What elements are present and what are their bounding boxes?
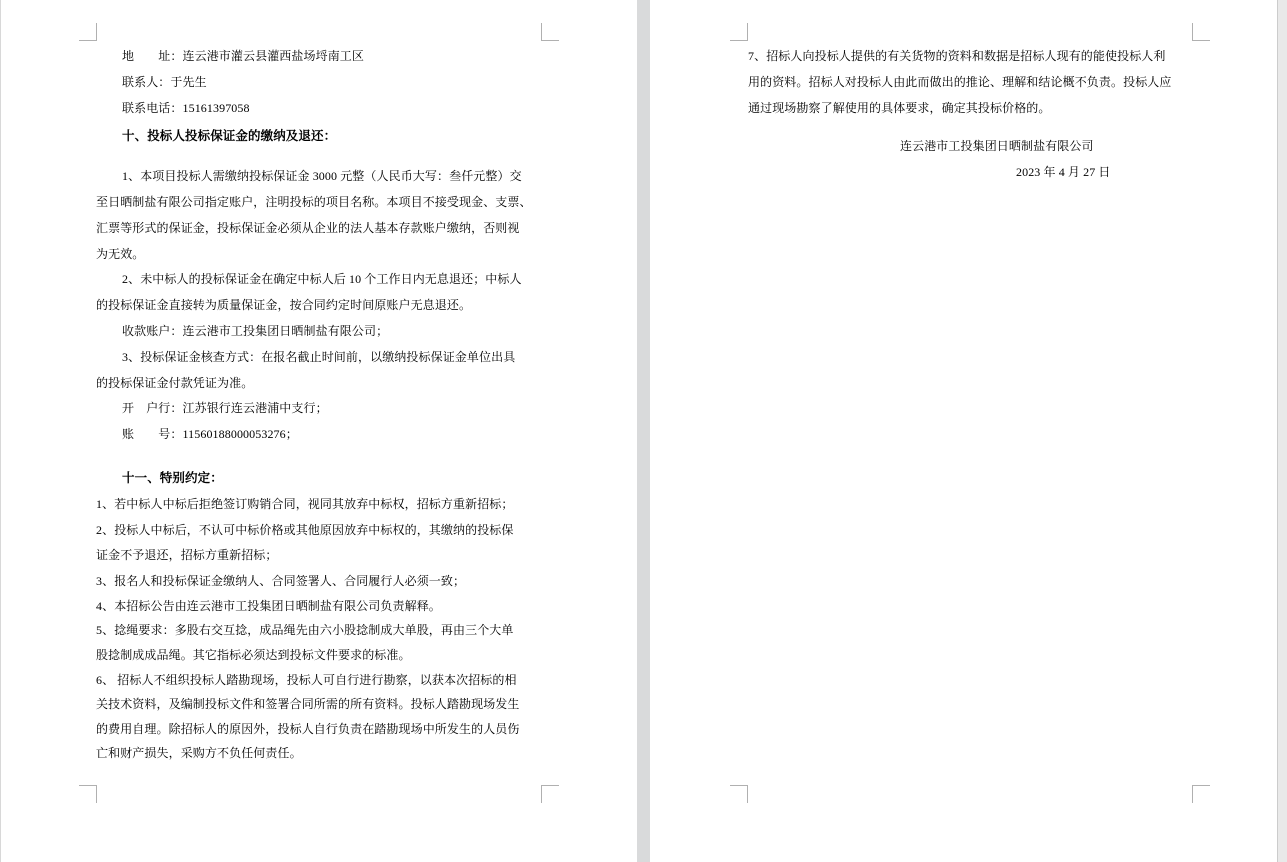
margin-crop-mark [541,23,559,41]
margin-crop-mark [79,785,97,803]
document-line: 7、招标人向投标人提供的有关货物的资料和数据是招标人现有的能使投标人利 [748,49,1166,63]
document-line: 为无效。 [96,246,145,261]
page-right[interactable] [650,0,1277,862]
document-line: 的费用自理。除招标人的原因外，投标人自行负责在踏勘现场中所发生的人员伤 [96,721,520,736]
document-line: 汇票等形式的保证金，投标保证金必须从企业的法人基本存款账户缴纳，否则视 [96,220,520,235]
document-line: 的投标保证金付款凭证为准。 [96,375,254,390]
document-line: 亡和财产损失，采购方不负任何责任。 [96,746,302,761]
document-line: 的投标保证金直接转为质量保证金，按合同约定时间原账户无息退还。 [96,298,472,313]
page-gap [637,0,650,862]
margin-crop-mark [1192,785,1210,803]
page-left[interactable] [0,0,637,862]
document-line: 地 址：连云港市灌云县灌西盐场埒南工区 [122,49,365,63]
section-heading: 十、投标人投标保证金的缴纳及退还： [122,129,337,144]
document-line: 2、投标人中标后，不认可中标价格或其他原因放弃中标权的，其缴纳的投标保 [96,522,514,537]
document-line: 开 户行：江苏银行连云港浦中支行； [122,401,328,416]
signature-company-line: 连云港市工投集团日晒制盐有限公司 [900,139,1094,154]
document-line: 通过现场勘察了解使用的具体要求，确定其投标价格的。 [748,100,1051,115]
margin-crop-mark [79,23,97,41]
signature-date-line: 2023 年 4 月 27 日 [1016,165,1111,180]
page-right-text [748,44,1194,186]
document-line: 证金不予退还，招标方重新招标； [96,548,278,563]
document-line: 收款账户：连云港市工投集团日晒制盐有限公司； [122,323,389,338]
document-line: 股捻制成成品绳。其它指标必须达到投标文件要求的标准。 [96,647,411,662]
document-line: 用的资料。招标人对投标人由此而做出的推论、理解和结论概不负责。投标人应 [748,74,1172,89]
document-line: 3、报名人和投标保证金缴纳人、合同签署人、合同履行人必须一致； [96,574,466,589]
document-line: 联系人：于先生 [122,74,207,89]
document-line: 联系电话：15161397058 [122,100,250,115]
section-heading: 十一、特别约定： [122,470,223,485]
margin-crop-mark [730,23,748,41]
scrollbar-track[interactable] [1277,0,1287,862]
document-line: 4、本招标公告由连云港市工投集团日晒制盐有限公司负责解释。 [96,598,441,613]
page-left-text [96,44,542,766]
blank-line [96,448,542,466]
document-line: 6、 招标人不组织投标人踏勘现场，投标人可自行进行勘察，以获本次招标的相 [96,672,517,687]
document-line: 2、未中标人的投标保证金在确定中标人后 10 个工作日内无息退还；中标人 [122,272,522,287]
document-line: 5、捻绳要求：多股右交互捻，成品绳先由六小股捻制成大单股，再由三个大单 [96,623,514,638]
margin-crop-mark [541,785,559,803]
document-line: 至日晒制盐有限公司指定账户，注明投标的项目名称。本项目不接受现金、支票、 [96,194,532,209]
document-line: 关技术资料，及编制投标文件和签署合同所需的所有资料。投标人踏勘现场发生 [96,697,520,712]
document-line: 1、若中标人中标后拒绝签订购销合同，视同其放弃中标权，招标方重新招标； [96,496,514,511]
document-line: 1、本项目投标人需缴纳投标保证金 3000 元整（人民币大写：叁仟元整）交 [122,169,522,184]
margin-crop-mark [1192,23,1210,41]
document-line: 3、投标保证金核查方式：在报名截止时间前，以缴纳投标保证金单位出具 [122,349,516,364]
margin-crop-mark [730,785,748,803]
document-line: 账 号：11560188000053276； [122,427,298,442]
